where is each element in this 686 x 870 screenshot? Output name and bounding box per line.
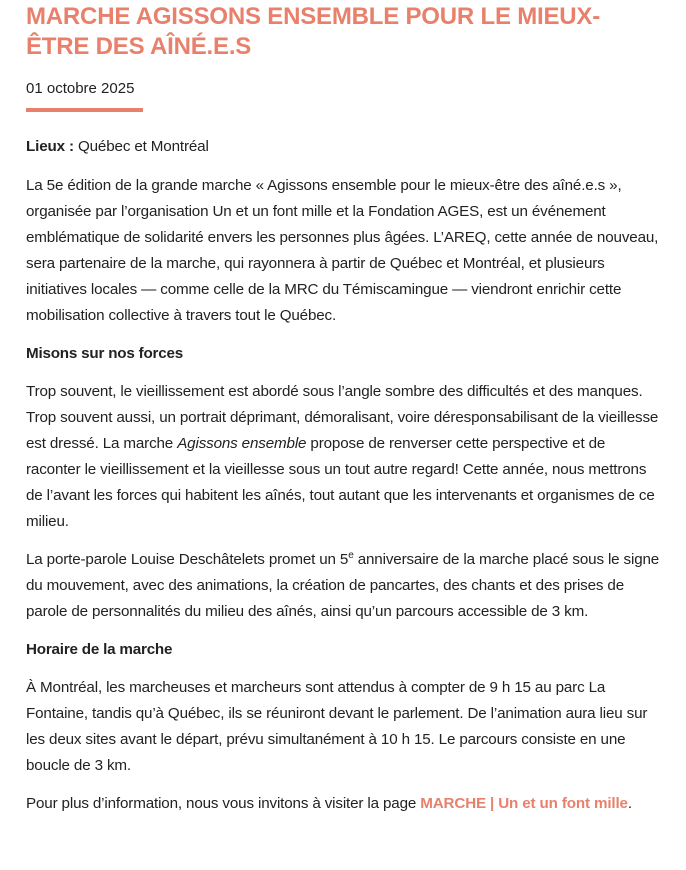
spokesperson-text-start: La porte-parole Louise Deschâtelets promet un 5 — [26, 551, 349, 568]
article-body — [26, 134, 660, 817]
forces-paragraph — [26, 379, 660, 535]
location-label: Lieux : — [26, 138, 74, 155]
article-date: 01 octobre 2025 — [26, 80, 135, 97]
accent-divider — [26, 108, 143, 112]
forces-text-start: Trop souvent, le vieillissement est abordé sous l’angle sombre des difficultés et des manques. Trop souvent aussi, un portrait déprimant, démoralisant, voire déresponsabilisant de la vieillesse est dressé. La marche — [26, 383, 659, 452]
forces-text-end: propose de renverser cette perspective et de raconter le vieillissement et la vieillesse sous un tout autre regard! Cette année, nous mettrons de l’avant les forces qui habitent les aînés, tout autant que les intervenants et organismes de ce milieu. — [26, 435, 655, 530]
spokesperson-text-end: anniversaire de la marche placé sous le signe du mouvement, avec des animations, la création de pancartes, des chants et des prises de parole de personnalités du milieu des aînés, ainsi qu’un parcours accessible de 3 km. — [26, 551, 660, 620]
more-info-period: . — [627, 795, 632, 812]
forces-emphasis: Agissons ensemble — [177, 435, 307, 452]
location-value: Québec et Montréal — [73, 138, 209, 155]
section-heading-forces: Misons sur nos forces — [26, 345, 183, 362]
schedule-paragraph: À Montréal, les marcheuses et marcheurs sont attendus à compter de 9 h 15 au parc La Fontaine, tandis qu’à Québec, ils se réuniront devant le parlement. De l’animation aura lieu sur les deux sites avant le départ, prévu simultanément à 10 h 15. Le parcours consiste en une boucle de 3 km. — [26, 679, 648, 774]
spokesperson-paragraph — [26, 547, 660, 625]
more-info-text: Pour plus d’information, nous vous invitons à visiter la page — [26, 795, 421, 812]
more-info-paragraph — [26, 791, 660, 817]
location-line — [26, 134, 660, 160]
marche-page-link[interactable]: MARCHE | Un et un font mille — [420, 795, 628, 812]
article-title: MARCHE AGISSONS ENSEMBLE POUR LE MIEUX-ÊTRE DES AÎNÉ.E.S — [26, 3, 601, 60]
ordinal-superscript: e — [348, 549, 354, 561]
section-heading-schedule: Horaire de la marche — [26, 641, 173, 658]
intro-paragraph: La 5e édition de la grande marche « Agissons ensemble pour le mieux-être des aîné.e.s », organisée par l’organisation Un et un font mille et la Fondation AGES, est un événement emblématique de solidarité envers les personnes plus âgées. L’AREQ, cette année de nouveau, sera partenaire de la marche, qui rayonnera à partir de Québec et Montréal, et plusieurs initiatives locales — comme celle de la MRC du Témiscamingue — viendront enrichir cette mobilisation collective à travers tout le Québec. — [26, 177, 659, 324]
